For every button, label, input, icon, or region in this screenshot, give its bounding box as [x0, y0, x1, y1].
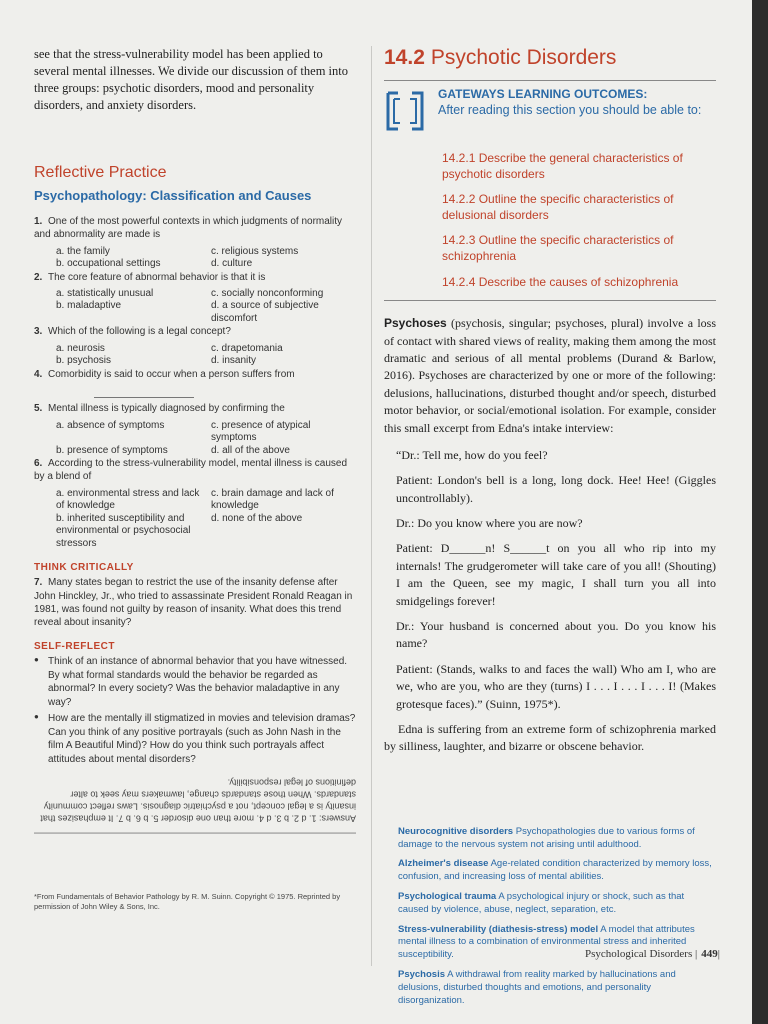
- option: d. a source of subjective discomfort: [211, 300, 319, 324]
- psychoses-paragraph: [384, 315, 716, 437]
- page-number: 449: [701, 948, 718, 960]
- question-text: Many states began to restrict the use of the insanity defense after John Hinckley, Jr., who tried to assassinate President Ronald Reagan in 1981, was found not guilty by reason of insanity. What does this trend reveal about insanity?: [34, 577, 353, 629]
- glossary-definition: A withdrawal from reality marked by hallucinations and delusions, disturbed thoughts and emotions, and personality disorganization.: [398, 969, 676, 1006]
- glossary-term: Alzheimer's disease: [398, 858, 489, 870]
- glossary-definition: Psychopathologies due to various forms of damage to the nervous system not arising until adulthood.: [398, 825, 695, 850]
- question-text: The core feature of abnormal behavior is that it is: [48, 271, 266, 283]
- question-1: [34, 215, 356, 242]
- option: b. occupational settings: [56, 258, 161, 270]
- option: c. brain damage and lack of knowledge: [211, 487, 334, 512]
- gateways-box: [384, 87, 716, 137]
- question-number: 7.: [34, 577, 43, 589]
- question-6-options: [34, 488, 356, 551]
- learning-outcome: 14.2.3 Outline the specific characteristics of schizophrenia: [442, 233, 674, 263]
- option: b. inherited susceptibility and environmental or psychosocial stressors: [56, 512, 191, 549]
- dialogue-line: Patient: London's bell is a long, long dock. Hee! Hee! (Giggles uncontrollably).: [396, 473, 716, 505]
- question-1-options: [34, 246, 356, 271]
- option: d. none of the above: [211, 512, 303, 524]
- running-head: Psychological Disorders: [585, 948, 693, 960]
- glossary-sidebar: [384, 826, 716, 1008]
- section-number: 14.2: [384, 46, 425, 69]
- page-footer: Psychological Disorders | 449|: [585, 948, 720, 960]
- question-5-options: [34, 420, 356, 458]
- question-text: Mental illness is typically diagnosed by confirming the: [48, 403, 285, 415]
- left-column: [34, 46, 356, 912]
- option: d. insanity: [211, 355, 257, 367]
- question-text: Which of the following is a legal concept?: [48, 326, 231, 338]
- option: c. religious systems: [211, 245, 299, 257]
- paragraph-text: (psychosis, singular; psychoses, plural) involve a loss of contact with shared views of reality, making them among the most dramatic and serious of all mental problems (Durand & Barlow, 2016). Psychoses are characterized by one or more of the following: delusions, hallucinations, disturbed thought and/or speech, disturbed motor behavior, or social/emotional isolation. For example, consider this small excerpt from Edna's intake interview:: [384, 316, 716, 435]
- learning-outcome: 14.2.4 Describe the causes of schizophrenia: [442, 274, 679, 289]
- upside-down-answers: Answers: 1. d 2. b 3. d 4. more than one disorder 5. b 6. b 7. It emphasizes that insanity is a legal concept, not a psychiatric diagnosis. Laws reflect community standards. When those standards change, lawmakers may seek to alter definitions of legal responsibility.: [34, 776, 356, 834]
- question-3-options: [34, 343, 356, 368]
- self-reflect-bullet: ● How are the mentally ill stigmatized in movies and television dramas? Can you think of any positive portrayals (such as John Nash in the film A Beautiful Mind)? How do you think such portrayals affect attitudes about mental disorders?: [34, 712, 356, 766]
- option: b. psychosis: [56, 355, 112, 367]
- question-2: [34, 271, 356, 284]
- glossary-term: Psychological trauma: [398, 891, 497, 902]
- question-number: 1.: [34, 216, 43, 228]
- question-7: [34, 576, 356, 629]
- outcomes-bottom-rule: [384, 300, 716, 301]
- question-5: [34, 402, 356, 415]
- glossary-term: Neurocognitive disorders: [398, 825, 514, 837]
- page-edge-shadow: [752, 0, 768, 1024]
- answer-blank-line: [34, 385, 356, 398]
- gateways-icon: [384, 87, 426, 135]
- gateways-intro: After reading this section you should be able to:: [438, 103, 702, 117]
- glossary-definition: A model that attributes mental illness to a combination of environmental stress and inherited susceptibility.: [398, 923, 695, 961]
- right-column: [384, 46, 716, 1015]
- question-3: [34, 325, 356, 338]
- question-number: 6.: [34, 458, 43, 470]
- question-number: 4.: [34, 368, 43, 380]
- option: c. socially nonconforming: [211, 287, 324, 299]
- intro-paragraph: see that the stress-vulnerability model has been applied to several mental illnesses. We divide our discussion of them into three groups: psychotic disorders, mood and personality disorders, and anxiety disorders.: [34, 47, 348, 112]
- option: a. environmental stress and lack of knowledge: [56, 487, 200, 512]
- option: a. absence of symptoms: [56, 419, 165, 431]
- option: a. statistically unusual: [56, 287, 154, 299]
- question-4: [34, 368, 356, 381]
- glossary-entry: [398, 969, 716, 1007]
- self-reflect-bullet: ● Think of an instance of abnormal behavior that you have witnessed. By what formal standards would the behavior be regarded as abnormal? In every society? Was the behavior maladaptive in any way?: [34, 655, 356, 709]
- self-reflect-label: SELF-REFLECT: [34, 641, 115, 653]
- question-text: One of the most powerful contexts in which judgments of normality and abnormality are made is: [34, 216, 343, 241]
- copyright-footnote: *From Fundamentals of Behavior Pathology by R. M. Suinn. Copyright © 1975. Reprinted by permission of John Wiley & Sons, Inc.: [34, 892, 341, 911]
- learning-outcome: 14.2.1 Describe the general characteristics of psychotic disorders: [442, 151, 683, 181]
- question-number: 3.: [34, 326, 43, 338]
- dialogue-line: Dr.: Do you know where you are now?: [396, 516, 583, 531]
- dialogue-line: Dr.: Your husband is concerned about you. Do you know his name?: [396, 619, 716, 651]
- option: d. all of the above: [211, 444, 290, 456]
- think-critically-label: THINK CRITICALLY: [34, 562, 134, 574]
- option: b. maladaptive: [56, 300, 122, 312]
- gateways-heading: GATEWAYS LEARNING OUTCOMES:: [438, 87, 648, 101]
- question-2-options: [34, 288, 356, 326]
- section-title-text: Psychotic Disorders: [430, 46, 617, 69]
- edna-paragraph: Edna is suffering from an extreme form of schizophrenia marked by silliness, laughter, and bizarre or obscene behavior.: [384, 721, 716, 754]
- option: c. presence of atypical symptoms: [211, 419, 311, 444]
- option: a. the family: [56, 245, 110, 257]
- question-text: Comorbidity is said to occur when a person suffers from: [48, 368, 295, 380]
- section-title: [384, 46, 716, 70]
- dialogue-line: Patient: D______n! S______t on you all who rip into my internals! The grudgerometer will take care of you all! (Shouting) I am the Queen, see my magic, I shall turn you all into smidgelings forever!: [396, 541, 716, 608]
- glossary-entry: [398, 826, 716, 852]
- dialogue-line: “Dr.: Tell me, how do you feel?: [396, 447, 548, 462]
- question-number: 2.: [34, 271, 43, 283]
- column-divider: [371, 46, 372, 966]
- reflective-practice-subtitle: Psychopathology: Classification and Causes: [34, 187, 312, 203]
- option: d. culture: [211, 258, 253, 270]
- glossary-definition: A psychological injury or shock, such as that caused by violence, abuse, neglect, separation, etc.: [398, 891, 685, 915]
- option: b. presence of symptoms: [56, 444, 168, 456]
- glossary-entry: [398, 891, 716, 917]
- reflective-practice-title: Reflective Practice: [34, 163, 167, 181]
- glossary-term: Stress-vulnerability (diathesis-stress) model: [398, 923, 599, 935]
- question-6: [34, 457, 356, 484]
- question-text: According to the stress-vulnerability model, mental illness is caused by a blend of: [34, 458, 348, 483]
- glossary-term: Psychosis: [398, 969, 445, 981]
- glossary-definition: Age-related condition characterized by memory loss, confusion, and increasing loss of mental abilities.: [398, 858, 712, 883]
- glossary-entry: [398, 858, 716, 884]
- learning-outcome: 14.2.2 Outline the specific characteristics of delusional disorders: [442, 192, 674, 222]
- keyword-psychoses: Psychoses: [384, 316, 447, 331]
- fill-in-blank: [94, 387, 194, 398]
- option: a. neurosis: [56, 342, 105, 354]
- gateways-top-rule: [384, 80, 716, 81]
- dialogue-line: Patient: (Stands, walks to and faces the wall) Who am I, who are we, who are you, who are they (turns) I . . . I . . . I . . . I! (Makes grotesque faces).” (Suinn, 1975*).: [396, 661, 716, 711]
- question-number: 5.: [34, 403, 43, 415]
- option: c. drapetomania: [211, 342, 283, 354]
